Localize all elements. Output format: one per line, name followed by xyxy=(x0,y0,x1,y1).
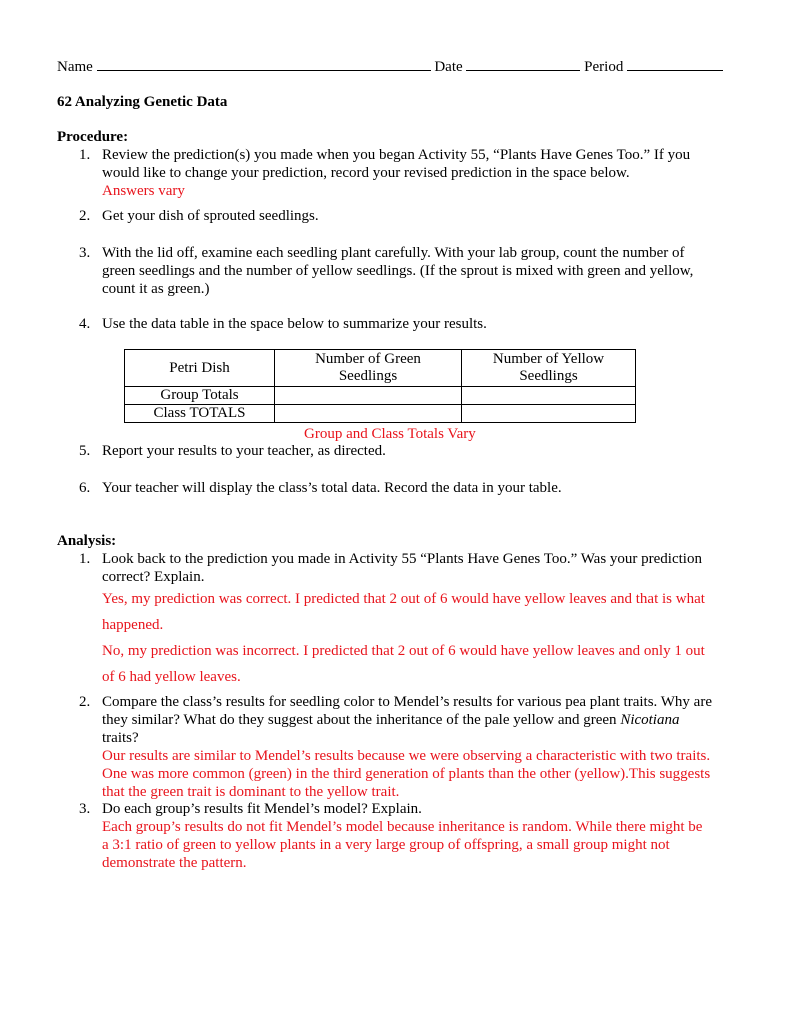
page-title: 62 Analyzing Genetic Data xyxy=(57,94,228,110)
procedure-3-line-3: count it as green.) xyxy=(102,281,210,297)
period-label: Period xyxy=(584,59,624,75)
date-field[interactable] xyxy=(466,56,580,71)
procedure-heading: Procedure: xyxy=(57,129,129,145)
analysis-1-number: 1. xyxy=(79,551,91,567)
analysis-3-line-1: Do each group’s results fit Mendel’s model? Explain. xyxy=(102,801,422,817)
table-header-green: Number of Green Seedlings xyxy=(275,350,462,387)
analysis-2-answer-line-3: that the green trait is dominant to the yellow trait. xyxy=(102,784,400,800)
analysis-1-answer-line-2: happened. xyxy=(102,617,164,633)
table-note: Group and Class Totals Vary xyxy=(304,426,476,442)
analysis-1-answer-line-1: Yes, my prediction was correct. I predicted that 2 out of 6 would have yellow leaves and that is what xyxy=(102,591,705,607)
analysis-3-number: 3. xyxy=(79,801,91,817)
table-cell-group-yellow[interactable] xyxy=(462,387,636,405)
procedure-3-line-1: With the lid off, examine each seedling plant carefully. With your lab group, count the number of xyxy=(102,245,685,261)
procedure-1-line-2: would like to change your prediction, record your revised prediction in the space below. xyxy=(102,165,630,181)
analysis-2-line-2 xyxy=(102,711,742,729)
analysis-2-answer-line-2: One was more common (green) in the third generation of plants than the other (yellow).This suggests xyxy=(102,766,711,782)
procedure-3-text xyxy=(102,244,742,298)
table-header-yellow: Number of Yellow Seedlings xyxy=(462,350,636,387)
procedure-5-text: Report your results to your teacher, as directed. xyxy=(102,443,386,459)
name-field[interactable] xyxy=(97,56,431,71)
header-line xyxy=(57,56,723,76)
procedure-3-line-2: green seedlings and the number of yellow seedlings. (If the sprout is mixed with green and yellow, xyxy=(102,263,694,279)
analysis-3-question xyxy=(102,800,742,872)
analysis-2-line-1: Compare the class’s results for seedling color to Mendel’s results for various pea plant traits. Why are xyxy=(102,694,712,710)
procedure-5-number: 5. xyxy=(79,443,91,459)
analysis-1-question xyxy=(102,550,742,586)
procedure-1-number: 1. xyxy=(79,147,91,163)
analysis-3-answer-line-1: Each group’s results do not fit Mendel’s model because inheritance is random. While there might be xyxy=(102,819,703,835)
procedure-1-line-1: Review the prediction(s) you made when you began Activity 55, “Plants Have Genes Too.” If you xyxy=(102,147,691,163)
procedure-1-text xyxy=(102,146,742,200)
analysis-2-line-2-text: they similar? What do they suggest about the inheritance of the pale yellow and green xyxy=(102,712,617,728)
table-header-petri-dish: Petri Dish xyxy=(125,350,275,387)
analysis-2-line-3: traits? xyxy=(102,730,139,746)
analysis-1-answers xyxy=(102,586,742,690)
analysis-1-line-2: correct? Explain. xyxy=(102,569,205,585)
analysis-heading: Analysis: xyxy=(57,533,117,549)
procedure-3-number: 3. xyxy=(79,245,91,261)
procedure-1-answer: Answers vary xyxy=(102,183,185,199)
table-cell-group-green[interactable] xyxy=(275,387,462,405)
analysis-2-number: 2. xyxy=(79,694,91,710)
seedling-data-table xyxy=(124,349,636,423)
procedure-2-number: 2. xyxy=(79,208,91,224)
analysis-3-answer-line-2: a 3:1 ratio of green to yellow plants in a very large group of offspring, a small group might not xyxy=(102,837,670,853)
period-field[interactable] xyxy=(627,56,723,71)
analysis-2-question xyxy=(102,693,742,801)
name-label: Name xyxy=(57,59,93,75)
table-row-label-class: Class TOTALS xyxy=(125,405,275,423)
date-label: Date xyxy=(434,59,463,75)
procedure-4-number: 4. xyxy=(79,316,91,332)
analysis-1-line-1: Look back to the prediction you made in Activity 55 “Plants Have Genes Too.” Was your prediction xyxy=(102,551,702,567)
analysis-1-answer-line-3: No, my prediction was incorrect. I predicted that 2 out of 6 would have yellow leaves and only 1 out xyxy=(102,643,705,659)
analysis-3-answer-line-3: demonstrate the pattern. xyxy=(102,855,247,871)
table-cell-class-green[interactable] xyxy=(275,405,462,423)
procedure-6-number: 6. xyxy=(79,480,91,496)
procedure-2-text: Get your dish of sprouted seedlings. xyxy=(102,208,319,224)
analysis-2-nicotiana: Nicotiana xyxy=(620,712,680,728)
table-cell-class-yellow[interactable] xyxy=(462,405,636,423)
analysis-1-answer-line-4: of 6 had yellow leaves. xyxy=(102,669,241,685)
table-row-label-group: Group Totals xyxy=(125,387,275,405)
analysis-2-answer-line-1: Our results are similar to Mendel’s results because we were observing a characteristic with two traits. xyxy=(102,748,711,764)
procedure-6-text: Your teacher will display the class’s total data. Record the data in your table. xyxy=(102,480,562,496)
procedure-4-text: Use the data table in the space below to summarize your results. xyxy=(102,316,487,332)
